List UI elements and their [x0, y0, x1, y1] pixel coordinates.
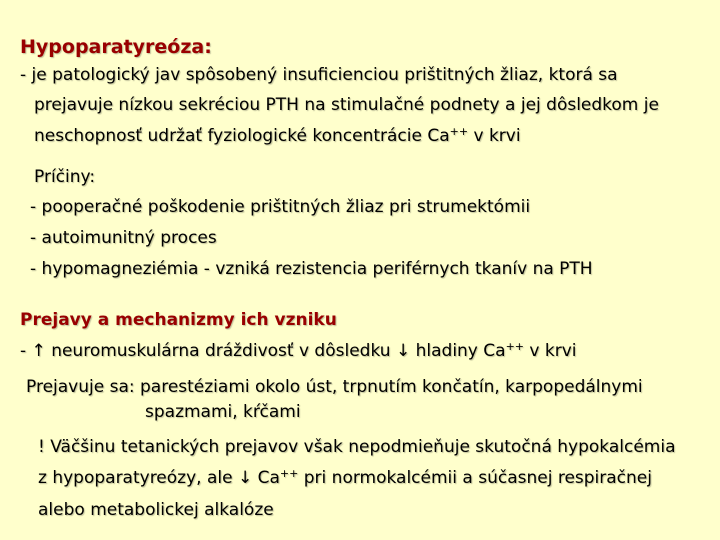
superscript-charge: ++	[279, 467, 299, 480]
arrow-down-icon: ↓	[395, 341, 411, 361]
superscript-charge: ++	[449, 125, 469, 138]
title-prejavy: Prejavy a mechanizmy ich vzniku	[20, 310, 337, 330]
mechanism-line	[20, 340, 577, 362]
definition-line-3-end: v krvi	[468, 126, 521, 146]
note-line-3: alebo metabolickej alkalóze	[38, 500, 274, 520]
manifestation-line-2: spazmami, kŕčami	[145, 402, 301, 422]
manifestation-line-1: Prejavuje sa: parestéziami okolo úst, trpnutím končatín, karpopedálnymi	[26, 377, 643, 397]
mechanism-dash: -	[20, 341, 32, 361]
arrow-up-icon: ↑	[31, 341, 46, 361]
cause-item-1: - pooperačné poškodenie prištitných žliaz pri strumektómii	[30, 197, 531, 217]
definition-line-3-text: neschopnosť udržať fyziologické koncentrácie Ca	[34, 126, 450, 146]
mechanism-text: neuromuskulárna dráždivosť v dôsledku	[45, 341, 396, 361]
definition-line-3	[34, 125, 521, 147]
mechanism-ca: hladiny Ca	[410, 341, 506, 361]
mechanism-end: v krvi	[524, 341, 577, 361]
cause-item-3: - hypomagneziémia - vzniká rezistencia periférnych tkanív na PTH	[30, 259, 593, 279]
causes-heading: Príčiny:	[34, 167, 96, 187]
definition-line-2: prejavuje nízkou sekréciou PTH na stimulačné podnety a jej dôsledkom je	[34, 95, 659, 115]
definition-line-1: - je patologický jav spôsobený insuficienciou prištitných žliaz, ktorá sa	[20, 65, 618, 85]
superscript-charge: ++	[505, 340, 524, 353]
arrow-down-icon: ↓	[237, 468, 253, 488]
note-line-2-text: z hypoparatyreózy, ale	[38, 468, 238, 488]
title-hypoparatyreoza: Hypoparatyreóza:	[20, 36, 212, 58]
note-line-1: ! Väčšinu tetanických prejavov však nepodmieňuje skutočná hypokalcémia	[38, 437, 676, 457]
note-line-2-ca: Ca	[252, 468, 280, 488]
note-line-2-end: pri normokalcémii a súčasnej respiračnej	[298, 468, 652, 488]
note-line-2	[38, 467, 652, 489]
cause-item-2: - autoimunitný proces	[30, 228, 217, 248]
